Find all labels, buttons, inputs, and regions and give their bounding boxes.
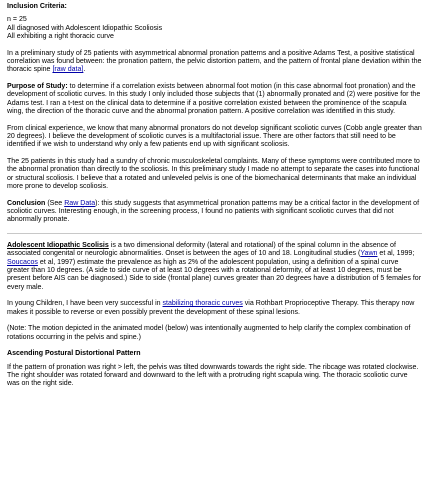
ais-text-3: et al, 1997) estimate the prevalence as high as 2% of the adolescent population, using a definition of a spinal curve greater than 10 degrees. (A side to side curve of at least 10 degrees with a rotational deformity, of at least 10 degrees, must be present before AIS can be diagnosed.) Side to side (frontal plane) curves greater than 20 degrees have a distribution of 5 females for every male.	[7, 258, 422, 291]
ascending-pattern-paragraph: If the pattern of pronation was right > left, the pelvis was tilted downwards towards the right side. The ribcage was rotated clockwise. The right shoulder was rotated forward and downward to the left with a protruding right scapula wing. The thoracic scoliotic curve was on the right side.	[7, 363, 419, 388]
conclusion-label: Conclusion	[7, 199, 46, 207]
criteria-line-diagnosis: All diagnosed with Adolescent Idiopathic Scoliosis	[7, 24, 163, 32]
intro-paragraph	[7, 50, 422, 75]
conclusion-open: (See	[45, 199, 65, 207]
purpose-label: Purpose of Study:	[7, 83, 68, 90]
stabilizing-thoracic-curves-link[interactable]: stabilizing thoracic curves	[162, 300, 243, 308]
purpose-paragraph	[7, 83, 422, 116]
ascending-pattern-heading: Ascending Postural Distortional Pattern	[7, 350, 141, 358]
intro-text: In a preliminary study of 25 patients with asymmetrical abnormal pronation patterns and a positive Adams Test, a positive statistical correlation was found between: the pronation pattern, the pelvic distortion pattern, and the pattern of frontal plane deviation within the thoracic spine	[7, 49, 422, 74]
ais-text-2: et al, 1999;	[377, 250, 415, 258]
inclusion-criteria-list	[7, 16, 422, 41]
citation-yawn-link[interactable]: Yawn	[360, 250, 378, 258]
patients-paragraph: The 25 patients in this study had a sundry of chronic musculoskeletal complaints. Many of these symptoms were contributed more to the abnormal pronation than directly to the scoliosis. In this preliminary study I made no attempt to separate the cases into functional or structural scoliosis. I believe that a rotated and unleveled pelvis is one of the biomechanical determinants that make an individual more prone to develop scoliosis.	[7, 158, 420, 191]
young-children-paragraph	[7, 300, 422, 317]
conclusion-raw-data-link[interactable]: Raw Data	[64, 199, 96, 207]
criteria-line-curve: All exhibiting a right thoracic curve	[7, 33, 114, 41]
conclusion-text: ): this study suggests that asymmetrical pronation patterns may be a critical factor in the development of scoliotic curves. Interesting enough, in the screening process, I found no patients with significant scoliotic curves that did not abnormally pronate.	[7, 199, 420, 224]
conclusion-paragraph	[7, 200, 422, 225]
section-divider	[7, 233, 422, 234]
note-paragraph: (Note: The motion depicted in the animated model (below) was intentionally augmented to help clarify the complex combination of rotations occurring in the pelvis and spine.)	[7, 325, 411, 341]
young-children-tail: via Rothbart Proprioceptive Therapy. This therapy now makes it possible to reverse or even possibly prevent the development of these spinal lesions.	[7, 300, 415, 316]
ais-paragraph	[7, 242, 422, 292]
ais-term: Adolescent Idiopathic Scolisis	[7, 242, 109, 249]
inclusion-criteria-heading: Inclusion Criteria:	[7, 3, 67, 10]
young-children-text: In young Children, I have been very successful in	[7, 300, 163, 308]
ais-text-1: is a two dimensional deformity (lateral and rotational) of the spinal column in the absence of associated congenital or neurologic abnormalities. Onset is between the ages of 10 and 18. Longitudinal studies (	[7, 242, 396, 258]
purpose-text: to determine if a correlation exists between abnormal foot motion (in this case abnormal foot pronation) and the development of scoliotic curves. In this study I only included those subjects that (1) abnormally pronated and (2) were positive for the Adams test. I ran a t-test on the clinical data to determine if a positive correlation existed between the prominence of the scapula wing, the direction of the thoracic curve and the abnormal pronation pattern. A positive correlation was identified in this study.	[7, 83, 421, 116]
citation-soucacos-link[interactable]: Soucacos	[7, 258, 38, 266]
intro-tail: .	[83, 66, 86, 74]
raw-data-link[interactable]: [raw data]	[52, 66, 84, 74]
clinical-paragraph: From clinical experience, we know that many abnormal pronators do not develop significant scoliotic curves (Cobb angle greater than 20 degrees). I believe the development of scoliotic curves is a multifactorial issue. There are other factors that still need to be identified if we wish to understand why only a few patients end up with significant scoliosis.	[7, 124, 422, 149]
article	[7, 0, 422, 389]
criteria-line-n: n = 25	[7, 16, 27, 24]
